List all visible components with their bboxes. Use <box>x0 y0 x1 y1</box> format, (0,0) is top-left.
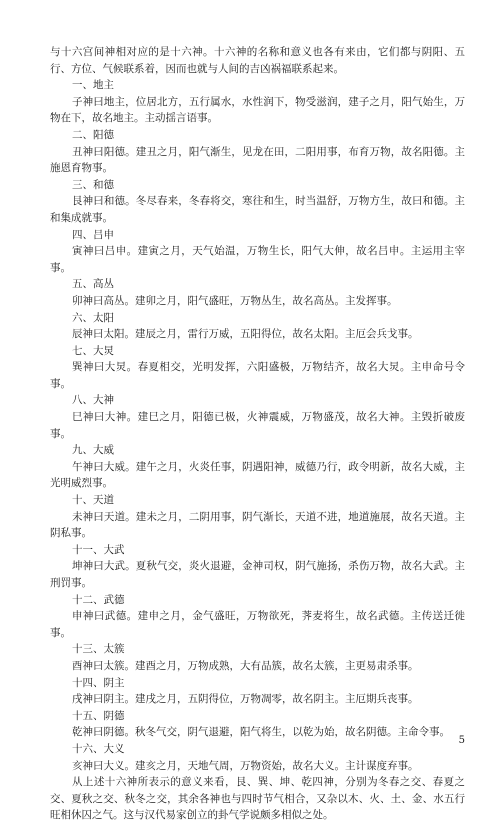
section-heading: 二、阳德 <box>72 128 114 141</box>
section-text: 酉神曰太簇。建酉之月，万物成熟，大有品簇，故名太簇，主更易肃杀事。 <box>72 659 419 672</box>
section-text: 子神曰地主，位居北方，五行属水，水性润下，物受滋润，建子之月，阳气始生，万物在下，故名地主。主动揺言语事。 <box>50 95 465 125</box>
section-text: 午神曰大威。建午之月，火炎任事，阴遇阳神，威德乃行，政令明新，故名大威，主光明威烈事。 <box>50 460 465 490</box>
section-text: 戌神曰阴主。建戌之月，五阴得位，万物凋零，故名阴主。主厄期兵丧事。 <box>72 693 419 706</box>
section-text: 未神曰天道。建未之月，二阴用事，阴气渐长，天道不进，地道施展，故名天道。主阴私事。 <box>50 510 465 540</box>
section-heading: 五、高丛 <box>72 278 114 291</box>
section-text: 巳神曰大神。建巳之月，阳德已极，火神震威，万物盛茂，故名大神。主毁折破废事。 <box>50 411 465 440</box>
section-text: 丑神曰阳德。建丑之月，阳气渐生，见龙在田，二阳用事，布育万物，故名阳德。主施恩育物事。 <box>50 145 465 175</box>
section-heading: 九、大威 <box>72 444 114 457</box>
section-heading: 一、地主 <box>72 79 114 92</box>
section-heading: 十、天道 <box>72 494 114 507</box>
section-text: 辰神曰太阳。建辰之月，雷行万威，五阳得位，故名太阳。主厄会兵戈事。 <box>72 328 419 341</box>
section-heading: 十四、阴主 <box>72 676 125 689</box>
page-number: 5 <box>458 735 465 746</box>
intro-paragraph: 与十六宫间神相对应的是十六神。十六神的名称和意义也各有来由，它们都与阴阳、五行、方位、气候联系着，因而也就与人间的吉凶祸福联系起来。 <box>50 46 465 75</box>
section-heading: 十五、阴德 <box>72 709 125 722</box>
section-heading: 十六、大义 <box>72 742 125 755</box>
section-text: 艮神曰和德。冬尽春来，冬春将交，寒往和生，时当温舒，万物方生，故曰和德。主和集成就事。 <box>50 195 465 224</box>
section-text: 坤神曰大武。夏秋气交，炎火退避，金神司权，阴气施扬，杀伤万物，故名大武。主刑罚事。 <box>50 560 465 589</box>
section-text: 巽神曰大炅。春夏相交，光明发挥，六阳盛极，万物结齐，故名大炅。主申命号令事。 <box>50 361 465 390</box>
section-heading: 七、大炅 <box>72 344 114 357</box>
section-text: 乾神曰阴德。秋冬气交，阴气退避，阳气将生，以乾为始，故名阴德。主命令事。 <box>72 726 450 739</box>
section-heading: 十三、太簇 <box>72 643 125 656</box>
section-heading: 四、吕申 <box>72 228 114 241</box>
section-heading: 六、太阳 <box>72 311 114 324</box>
closing-paragraph: 从上述十六神所表示的意义来看，艮、巽、坤、乾四神，分别为冬春之交、春夏之交、夏秋之交、秋冬之交，其余各神也与四时节气相合，又杂以木、火、土、金、水五行旺相休囚之气。这与汉代易家创立的卦气学说颇多相似之处。 <box>50 776 465 822</box>
section-text: 寅神曰吕申。建寅之月，天气始温，万物生长，阳气大伸，故名吕申。主运用主宰事。 <box>50 245 465 274</box>
section-heading: 十一、大武 <box>72 543 125 556</box>
section-text: 申神曰武德。建申之月，金气盛旺，万物欲死，荠麦将生，故名武德。主传送迁徙事。 <box>50 610 465 639</box>
section-text: 卯神曰高丛。建卯之月，阳气盛旺，万物丛生，故名高丛。主发挥事。 <box>72 294 398 307</box>
section-text: 亥神曰大义。建亥之月，天地气周，万物资始，故名大义。主计谋度弃事。 <box>72 759 419 772</box>
sections-list <box>50 77 465 774</box>
section-heading: 三、和德 <box>72 178 114 191</box>
section-heading: 十二、武德 <box>72 593 125 606</box>
section-heading: 八、大神 <box>72 394 114 407</box>
